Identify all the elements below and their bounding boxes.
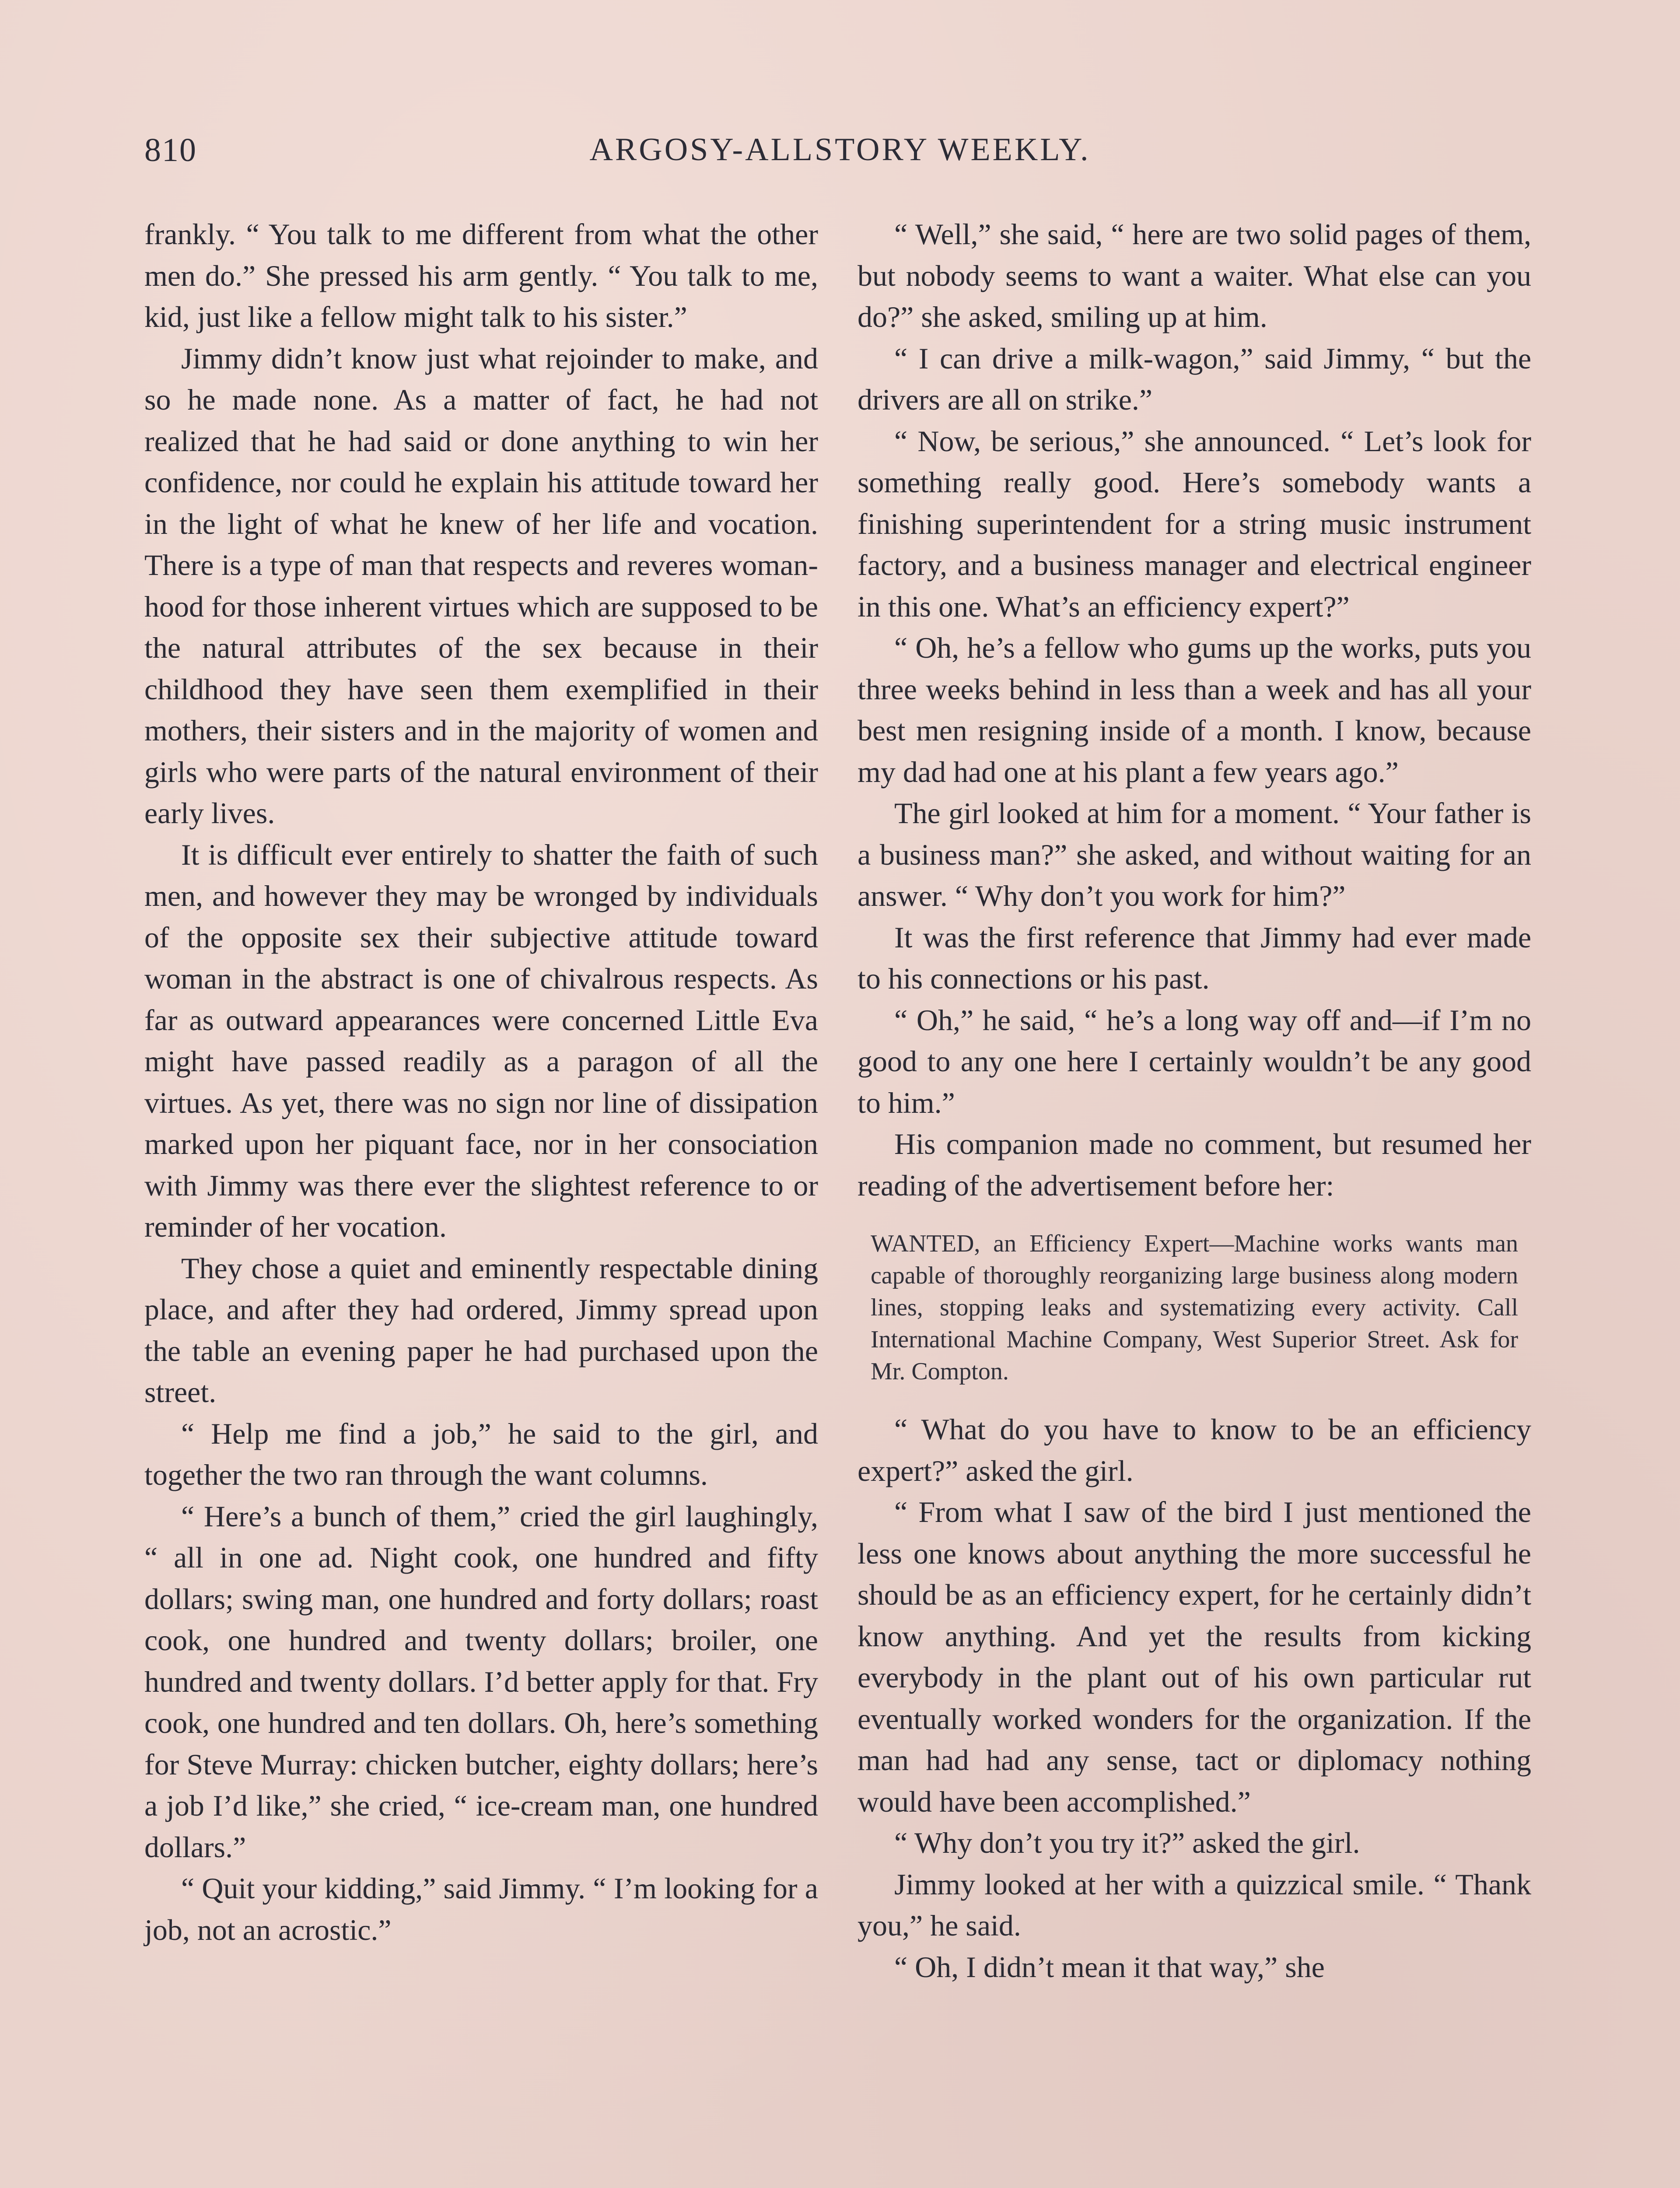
paragraph: “ Quit your kidding,” said Jimmy. “ I’m looking for a job, not an acrostic.” [144, 1872, 818, 1946]
paragraph: It was the first reference that Jimmy had ever made to his connections or his past. [858, 920, 1531, 995]
paragraph: The girl looked at him for a moment. “ Your father is a business man?” she asked, and without waiting for an answer. “ Why don’t you work for him?” [858, 796, 1531, 912]
paragraph: “ Oh, he’s a fellow who gums up the works, puts you three weeks behind in less than a week and has all your best men resigning inside of a month. I know, because my dad had one at his plant a few years ago.” [858, 631, 1531, 789]
paragraph: “ Why don’t you try it?” asked the girl. [894, 1826, 1360, 1859]
running-title: ARGOSY-ALLSTORY WEEKLY. [589, 132, 1091, 168]
paragraph: “ Oh,” he said, “ he’s a long way off and—if I’m no good to any one here I certainly wouldn’t be any good to him.” [858, 1003, 1531, 1119]
page-number: 810 [144, 132, 197, 168]
paragraph: “ What do you have to know to be an efficiency expert?” asked the girl. [858, 1413, 1531, 1487]
paragraph: “ Here’s a bunch of them,” cried the girl laughingly, “ all in one ad. Night cook, one hundred and fifty dollars; swing man, one hundred and forty dollars; roast cook, one hundred and twenty dollars; broiler, one hundred and twenty dollars. I’d better apply for that. Fry cook, one hundred and ten dollars. Oh, here’s something for Steve Murray: chicken butcher, eighty dollars; here’s a job I’d like,” she cried, “ ice-cream man, one hundred dollars.” [144, 1499, 818, 1864]
paragraph: Jimmy looked at her with a quizzical smile. “ Thank you,” he said. [858, 1867, 1531, 1942]
paragraph: “ Oh, I didn’t mean it that way,” she [894, 1950, 1325, 1984]
paragraph: “ Now, be serious,” she announced. “ Let’s look for something really good. Here’s somebody wants a finishing superintendent for a string music instrument factory, and a business manager and electrical engineer in this one. What’s an efficiency expert?” [858, 424, 1531, 623]
page-header [144, 131, 1536, 184]
left-column [144, 214, 818, 1950]
right-column [858, 214, 1531, 1988]
paragraph: “ Well,” she said, “ here are two solid pages of them, but nobody seems to want a waiter. What else can you do?” she asked, smiling up at him. [858, 217, 1531, 333]
classified-advertisement: WANTED, an Efficiency Expert—Machine works wants man capable of thoroughly reorganizing large business along modern lines, stopping leaks and systematizing every activity. Call International Machine Company, West Superior Street. Ask for Mr. Compton. [871, 1230, 1518, 1385]
paragraph: “ Help me find a job,” he said to the girl, and together the two ran through the want columns. [144, 1417, 818, 1491]
paragraph: “ I can drive a milk-wagon,” said Jimmy, “ but the drivers are all on strike.” [858, 341, 1531, 416]
paragraph: It is difficult ever entirely to shatter the faith of such men, and however they may be wronged by individuals of the opposite sex their subjective attitude toward woman in the abstract is one of chivalrous respects. As far as outward appearances were concerned Little Eva might have passed readily as a paragon of all the virtues. As yet, there was no sign nor line of dissipation marked upon her piquant face, nor in her consociation with Jimmy was there ever the slightest reference to or reminder of her vocation. [144, 838, 818, 1243]
paragraph: frankly. “ You talk to me different from what the other men do.” She pressed his arm gently. “ You talk to me, kid, just like a fellow might talk to his sister.” [144, 217, 818, 333]
paragraph: “ From what I saw of the bird I just mentioned the less one knows about anything the more successful he should be as an efficiency expert, for he certainly didn’t know anything. And yet the results from kicking everybody in the plant out of his own particular rut eventually worked wonders for the organization. If the man had had any sense, tact or diplomacy nothing would have been accomplished.” [858, 1495, 1531, 1818]
paragraph: They chose a quiet and eminently respectable dining place, and after they had ordered, Jimmy spread upon the table an evening paper he had purchased upon the street. [144, 1251, 818, 1409]
paragraph: His companion made no comment, but resumed her reading of the advertisement before her: [858, 1127, 1531, 1202]
paragraph: Jimmy didn’t know just what rejoinder to make, and so he made none. As a matter of fact, he had not realized that he had said or done anything to win her confidence, nor could he explain his attitude toward her in the light of what he knew of her life and vocation. There is a type of man that respects and reveres womanhood for those inherent virtues which are supposed to be the natural attributes of the sex because in their childhood they have seen them exemplified in their mothers, their sisters and in the majority of women and girls who were parts of the natural environment of their early lives. [144, 341, 818, 830]
